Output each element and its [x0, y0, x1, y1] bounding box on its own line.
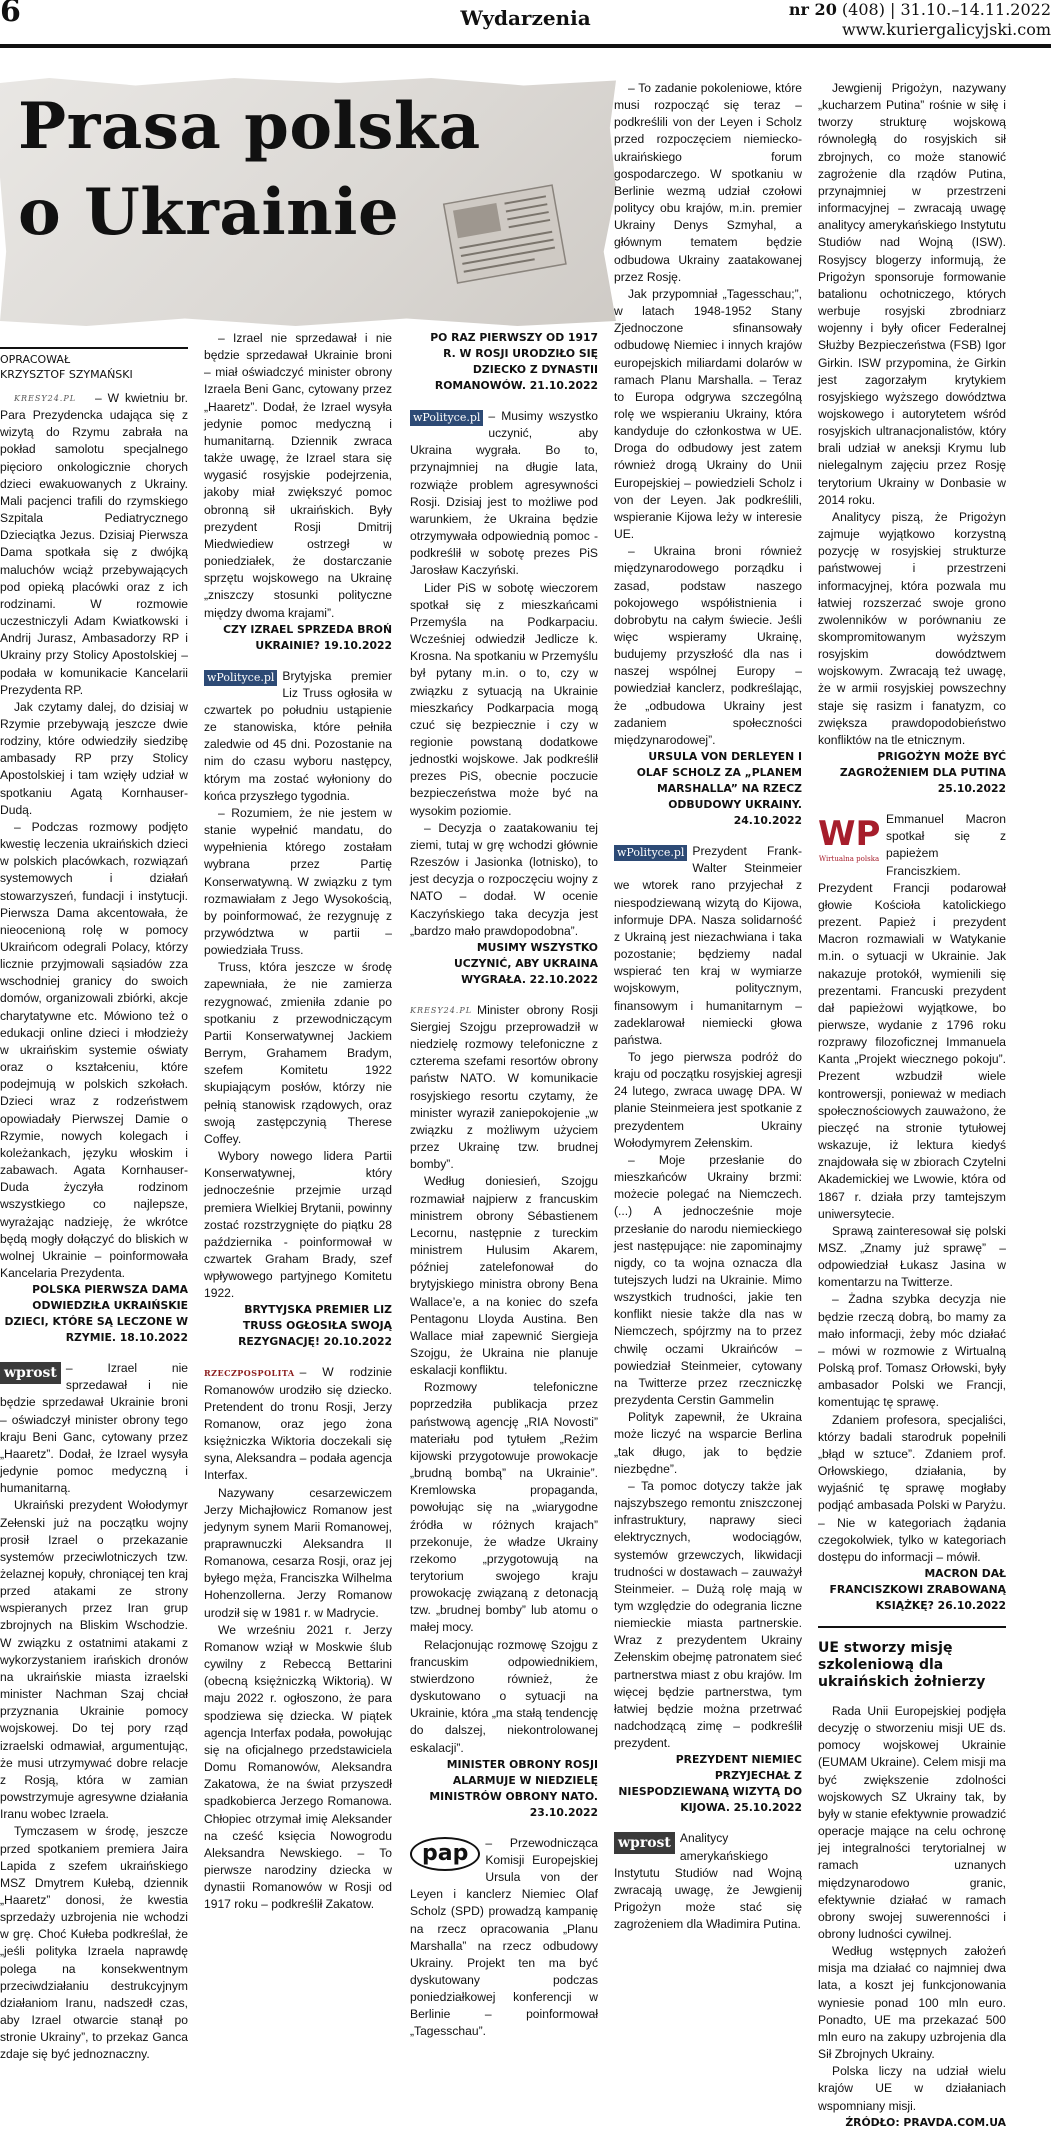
- article-paragraph: – Izrael nie sprzedawał i nie będzie sprzedawał Ukrainie broni – miał oświadczyć minister obrony Izraela Beni Ganc, cytowany przez „Haaretz”. Dodał, że Izrael wysyła jedynie pomoc medyczną i humanitarną. Dziennik zwraca także uwagę, że Izrael stara się wygasić rosyjskie podejrzenia, jakoby miał zwiększyć pomoc obronną sił ukraińskich. Były prezydent Rosji Dmitrij Miedwiediew ostrzegł w poniedziałek, że dostarczanie sprzętu wojskowego na Ukrainę „zniszczy stosunki polityczne między dwoma krajami”.: [204, 331, 392, 620]
- article-paragraph: Jak czytamy dalej, do dzisiaj w Rzymie przebywają jeszcze dwie rodziny, które odwiedziły siedzibę ambasady RP przy Stolicy Apostolskiej i tam wzięły udział w spotkaniu Agatą Kornhauser-Dudą.: [0, 699, 188, 817]
- article-paragraph: – To zadanie pokoleniowe, które musi rozpocząć się teraz – podkreślili von der Leyen i Scholz przed rozpoczęciem niemiecko-ukraińskiego forum gospodarczego. W spotkaniu w Berlinie wezmą udział czołowi politycy obu krajów, m.in. premier Ukrainy Denys Szmyhal, a głównym tematem będzie odbudowa Ukrainy zaatakowanej przez Rosję.: [614, 81, 802, 284]
- article-headline: PO RAZ PIERWSZY OD 1917 R. W ROSJI URODZIŁO SIĘ DZIECKO Z DYNASTII ROMANOWÓW. 21.10.2022: [430, 331, 598, 392]
- wp-logo: [818, 813, 880, 867]
- kresy-logo: KRESY24.PL: [14, 394, 77, 403]
- column-3: [410, 330, 598, 2041]
- section-name: Wydarzenia: [460, 6, 591, 30]
- article-paragraph: – Żadna szybka decyzja nie będzie rzeczą dobrą, bo mamy za mało informacji, żeby móc działać – mówi w rozmowie z Wirtualną Polską prof. Tomasz Orłowski, były ambasador Polski we Francji, komentując tę sprawę.: [818, 1292, 1006, 1410]
- article-paragraph: We wrześniu 2021 r. Jerzy Romanow wziął w Moskwie ślub cywilny z Rebeccą Bettarini (obecną księżniczką Wiktorią). W maju 2022 r. ogłoszono, że para spodziewa się dziecka. W piątek agencja Interfax podała, powołując się na oficjalnego przedstawiciela Domu Romanowów, Aleksandra Zakatowa, że na świat przyszedł spadkobierca Jerzego Romanowa. Chłopiec otrzymał imię Aleksander na cześć księcia Nowogrodu Aleksandra Newskiego. – To pierwsze narodziny dziecka w dynastii Romanowów w Rosji od 1917 roku – podkreślił Zakatow.: [204, 1622, 392, 1912]
- article-paragraph: Analitycy piszą, że Prigożyn zajmuje wyjątkowo korzystną pozycję w rosyjskiej strukturze państwowej i przestrzeni informacyjnej, która pozwala mu łatwiej rozszerzać swoje grono zwolenników w porównaniu ze skompromitowanym wyższym rosyjskim dowództwem wojskowym. Zwracają też uwagę, że w armii rosyjskiej powszechny staje się rasizm i fanatyzm, co zwiększa prawdopodobieństwo konfliktów na tle etnicznym.: [818, 509, 1006, 747]
- article-paragraph: Rada Unii Europejskiej podjęła decyzję o stworzeniu misji UE ds. pomocy wojskowej Ukrainie (EUMAM Ukraine). Celem misji ma być zwiększenie zdolności wojskowych SZ Ukrainy tak, by były w stanie efektywnie prowadzić operacje mające na celu ochronę jej integralności terytorialnej w ramach uznanych międzynarodowo granic, efektywnie działać w ramach obrony swojej suwerenności i obrony ludności cywilnej.: [818, 1703, 1006, 1941]
- article-headline: PRIGOŻYN MOŻE BYĆ ZAGROŻENIEM DLA PUTINA 25.10.2022: [839, 750, 1006, 796]
- article-paragraph: Polska liczy na udział wielu krajów UE w działaniach wspomniany misji.: [818, 2064, 1006, 2113]
- wp-logo-caption: Wirtualna polska: [818, 855, 880, 864]
- header-rule: [0, 44, 1051, 48]
- article-paragraph: Lider PiS w sobotę wieczorem spotkał się z mieszkańcami Przemyśla na Podkarpaciu. Wcześniej odwiedził Jedlicze k. Krosna. Na spotkaniu w Przemyślu był pytany m.in. o to, czy w związku z sytuacją na Ukrainie mieszkańcy Podkarpacia mogą czuć się bezpiecznie i czy w regionie powstaną dodatkowe jednostki wojskowe. Jak podkreślił prezes PiS, obecnie poczucie bezpieczeństwa może być na wysokim poziomie.: [410, 580, 598, 818]
- column-2: [204, 330, 392, 1913]
- article-source: ŹRÓDŁO: PRAVDA.COM.UA: [845, 2115, 1006, 2129]
- article-paragraph: Truss, która jeszcze w środę zapewniała, że nie zamierza rezygnować, zmieniła zdanie po spotkaniu z przewodniczącym Partii Konserwatywnej Jackiem Berrym, Grahamem Bradym, szefem Komitetu 1922 skupiającym posłów, którzy nie pełnią stanowisk rządowych, oraz swoją zastępczynią Therese Coffey.: [204, 960, 392, 1146]
- article-paragraph: Relacjonując rozmowę Szojgu z francuskim odpowiednikiem, stwierdzono również, że dyskutowano o sytuacji na Ukrainie, która „ma stałą tendencję do dalszej, niekontrolowanej eskalacji”.: [410, 1637, 598, 1755]
- article-title: UE stworzy misję szkoleniową dla ukraińskich żołnierzy: [818, 1626, 1006, 1691]
- wpolityce-logo: wPolityce.pl: [614, 845, 687, 861]
- article-paragraph: WP Wirtualna polska Emmanuel Macron spotkał się z papieżem Franciszkiem. Prezydent Francji podarował głowie Kościoła katolickiego prezent. Papież i prezydent Macron rozmawiali w Watykanie m.in. o sytuacji w Ukrainie. Jak nakazuje protokół, wymienili się prezentami. Francuski prezydent dał papieżowi wyjątkowe, bo pierwsze, wydanie z 1796 roku rozprawy filozoficznej Immanuela Kanta „Projekt wiecznego pokoju”. Prezent wzbudził wiele kontrowersji, ponieważ w mediach społecznościowych zauważono, że pieczęć na stronie tytułowej wskazuje, iż lektura kiedyś znajdowała się w zbiorach Czytelni Akademickiej we Lwowie, która od 1867 r. działa przy tamtejszym uniwersytecie.: [818, 812, 1006, 1221]
- article-headline: MACRON DAŁ FRANCISZKOWI ZRABOWANĄ KSIĄŻKĘ? 26.10.2022: [829, 1566, 1006, 1612]
- issue-number: nr 20: [788, 0, 837, 19]
- article-paragraph: Jak przypomniał „Tagesschau;”, w latach 1948-1952 Stany Zjednoczone sfinansowały odbudowę Niemiec i innych krajów europejskich miliardami dolarów w ramach Planu Marshalla. – Teraz to Europa odgrywa szczególną rolę we wspieraniu Ukrainy, która kandyduje do członkostwa w UE. Droga do odbudowy jest zatem również drogą Ukrainy do Unii Europejskiej – powiedzieli Scholz i von der Leyen. Jak podkreślili, wspieranie Kijowa leży w interesie UE.: [614, 286, 802, 542]
- article-headline: URSULA VON DERLEYEN I OLAF SCHOLZ ZA „PLANEM MARSHALLA” NA RZECZ ODBUDOWY UKRAINY. 24.10.2022: [636, 750, 802, 828]
- article-paragraph: Tymczasem w środę, jeszcze przed spotkaniem premiera Jaira Lapida z szefem ukraińskiego MSZ Dmytrem Kułebą, dziennik „Haaretz” donosi, że kwestia sprzedaży uzbrojenia nie wchodzi w grę. Choć Kułeba podkreślał, że „jeśli polityka Izraela naprawdę polega na konsekwentnym przeciwdziałaniu destrukcyjnym działaniom Iranu, nadszedł czas, aby Izrael otwarcie stanął po stronie Ukrainy”, to przekaz Ganca zdaje się być jednoznaczny.: [0, 1824, 188, 2062]
- article-paragraph: Wybory nowego lidera Partii Konserwatywnej, który jednocześnie przejmie urząd premiera Wielkiej Brytanii, powinny zostać rozstrzygnięte do piątku 28 października - poinformował w czwartek Graham Brady, szef wpływowego partyjnego Komitetu 1922.: [204, 1149, 392, 1301]
- wpolityce-logo: wPolityce.pl: [410, 410, 483, 426]
- article-paragraph: wPolityce.pl – Musimy wszystko uczynić, aby Ukraina wygrała. Bo to, przynajmniej na długie lata, rozwiąże problem agresywności Rosji. Dzisiaj jest to możliwe pod warunkiem, że Ukraina będzie otrzymywała odpowiednią pomoc - podkreślił w sobotę prezes PiS Jarosław Kaczyński.: [410, 409, 598, 578]
- article-paragraph: Nazywany cesarzewiczem Jerzy Michajłowicz Romanow jest jedynym synem Marii Romanowej, praprawnuczki Aleksandra II Romanowa, cesarza Rosji, oraz jej byłego męża, Franciszka Wilhelma Hohenzollerna. Jerzy Romanow urodził się w 1981 r. w Madrycie.: [204, 1485, 392, 1620]
- article-paragraph: KRESY24.PL Minister obrony Rosji Siergiej Szojgu przeprowadził w niedzielę rozmowy telefoniczne z czterema szefami resortów obrony państw NATO. W komunikacie rosyjskiego resortu czytamy, że minister wyraził zaniepokojenie „w związku z możliwym użyciem przez Ukrainę tzw. brudnej bomby”.: [410, 1002, 598, 1172]
- wpolityce-logo: wPolityce.pl: [204, 670, 277, 686]
- byline: OPRACOWAŁ KRZYSZTOF SZYMAŃSKI: [0, 347, 188, 382]
- column-1: [0, 347, 188, 2064]
- article-paragraph: Sprawą zainteresował się polski MSZ. „Znamy już sprawę” – odpowiedział Łukasz Jasina w komentarzu na Twitterze.: [818, 1223, 1006, 1290]
- wprost-logo: wprost: [0, 1362, 61, 1384]
- column-5: [818, 80, 1006, 2131]
- article-paragraph: wPolityce.pl Brytyjska premier Liz Truss ogłosiła w czwartek po południu ustąpienie ze stanowiska, które pełniła zaledwie od 45 dni. Pozostanie na nim do czasu wyboru następcy, którym ma zostać wyłoniony do końca przyszłego tygodnia.: [204, 668, 392, 803]
- page-header: [0, 0, 1051, 48]
- wprost-logo: wprost: [614, 1832, 675, 1854]
- article-paragraph: wprost Analitycy amerykańskiego Instytutu Studiów nad Wojną zwracają uwagę, że Jewgienij Prigożyn może stać się zagrożeniem dla Władimira Putina.: [614, 1831, 802, 1932]
- article-paragraph: Według doniesień, Szojgu rozmawiał najpierw z francuskim ministrem obrony Sébastienem Lecornu, następnie z tureckim ministrem Hulusim Akarem, później zatelefonował do brytyjskiego ministra obrony Bena Wallace’e, a na koniec do szefa Pentagonu Lloyda Austina. Ben Wallace miał zapewnić Siergieja Szojgu, że Ukraina nie planuje eskalacji konfliktu.: [410, 1174, 598, 1378]
- article-paragraph: – Decyzja o zaatakowaniu tej ziemi, tutaj w grę wchodzi głównie Rzeszów i Jasionka (lotnisko), to jest decyzja o rozpoczęciu wojny z NATO – dodał. W ocenie Kaczyńskiego taka decyzja jest „bardzo mało prawdopodobna”.: [410, 820, 598, 938]
- issue-dates: (408) | 31.10.–14.11.2022: [836, 0, 1051, 19]
- article-paragraph: wprost – Izrael nie sprzedawał i nie będzie sprzedawał Ukrainie broni – oświadczył minister obrony tego kraju Beni Ganc, cytowany przez „Haaretz”. Dodał, że Izrael wysyła jedynie pomoc medyczną i humanitarną.: [0, 1361, 188, 1496]
- newspaper-icon: [440, 180, 570, 290]
- article-paragraph: To jego pierwsza podróż do kraju od początku rosyjskiej agresji 24 lutego, zwraca uwagę DPA. W planie Steinmeiera jest spotkanie z prezydentem Ukrainy Wołodymyrem Zełenskim.: [614, 1049, 802, 1150]
- wp-logo-mark: WP: [818, 814, 881, 855]
- article-paragraph: – Moje przesłanie do mieszkańców Ukrainy brzmi: możecie polegać na Niemczech. (...) A jednocześnie moje przesłanie do narodu niemieckiego jest następujące: nie zapominajmy nigdy, co ta wojna oznacza dla tutejszych ludzi na Ukrainie. Mimo wszystkich trudności, jakie ten konflikt niesie także dla nas w Niemczech, spójrzmy na to przez chwilę oczami Ukraińców – powiedział Steinmeier, cytowany na Twitterze przez rzeczniczkę prezydenta Cerstin Gammelin: [614, 1152, 802, 1408]
- article-paragraph: Zdaniem profesora, specjaliści, którzy badali starodruk popełnili „błąd w sztuce”. Zdaniem prof. Orłowskiego, działania, by wyjaśnić tę sprawę mogłaby podjąć ambasada Polski w Paryżu. – Nie w kategoriach żądania czegokolwiek, tylko w kategoriach dostępu do informacji – mówił.: [818, 1412, 1006, 1564]
- article-paragraph: Rozmowy telefoniczne poprzedziła publikacja przez państwową agencję „RIA Novosti” materiału pod tytułem „Reżim kijowski przygotowuje prowokacje „brudną bombą” na Ukrainie”. Kremlowska propaganda, powołując się na „wiarygodne źródła w różnych krajach” przekonuje, że władze Ukrainy rzekomo „przygotowują na terytorium swojego kraju prowokację związaną z detonacją tzw. „brudnej bomby” lub atomu o małej mocy.: [410, 1380, 598, 1635]
- article-paragraph: Jewgienij Prigożyn, nazywany „kucharzem Putina” rośnie w siłę i tworzy strukturę wojskową równoległą do rosyjskich sił zbrojnych, co może stanowić zagrożenie dla rządów Putina, przynajmniej w przestrzeni informacyjnej – zwracają uwagę analitycy amerykańskiego Instytutu Studiów nad Wojną (ISW). Rosyjscy blogerzy informują, że Prigożyn sponsoruje formowanie batalionu ochotniczego, których werbuje rosyjski zbrodniarz wojenny i były oficer Federalnej Służby Bezpieczeństwa (FSB) Igor Girkin. ISW przypomina, że Girkin jest zagorzałym krytykiem rosyjskiego wyższego dowództwa wojskowego i autorytetem wśród rosyjskich ultranacjonalistów, który brali udział w aneksji Krymu lub nielegalnym zajęciu przez Rosję terytorium Ukrainy w Donbasie w 2014 roku.: [818, 81, 1006, 507]
- article-headline: PREZYDENT NIEMIEC PRZYJECHAŁ Z NIESPODZIEWANĄ WIZYTĄ DO KIJOWA. 25.10.2022: [618, 1753, 802, 1815]
- website-link[interactable]: www.kuriergalicyjski.com: [841, 20, 1051, 39]
- article-paragraph: wPolityce.pl Prezydent Frank-Walter Steinmeier we wtorek rano przyjechał z niespodziewaną wizytą do Kijowa, informuje DPA. Nasza solidarność z Ukrainą jest niezachwiana i taka pozostanie; będziemy nadal wspierać ten kraj w wymiarze wojskowym, politycznym, finansowym i humanitarnym – zadeklarował niemiecki głowa państwa.: [614, 844, 802, 1047]
- article-paragraph: Polityk zapewnił, że Ukraina może liczyć na wsparcie Berlina „tak długo, jak to będzie niezbędne”.: [614, 1410, 802, 1476]
- article-headline: CZY IZRAEL SPRZEDA BROŃ UKRAINIE? 19.10.2022: [223, 622, 392, 652]
- article-paragraph: – Podczas rozmowy podjęto kwestię leczenia ukraińskich dzieci w polskich placówkach, rozwiązań systemowych i działań stowarzyszeń, fundacji i instytucji. Pierwsza Dama akcentowała, że nieocenioną rolę w pomocy Ukraińcom odegrali Polacy, którzy licznie przyjmowali sąsiadów zza wschodniej granicy do swoich domów, organizowali zbiórki, akcje charytatywne etc. Mówiono też o edukacji online dzieci i młodzieży w ukraińskim systemie oświaty oraz o kształceniu, które podejmują w polskich szkołach. Dzieci wraz z rodzeństwem opowiadały Pierwszej Damie o Rzymie, nowych kolegach i koleżankach, języku włoskim i zabawach. Agata Kornhauser-Duda życzyła rodzinom wszystkiego co najlepsze, wyrażając nadzieję, że wkrótce będą mogły dołączyć do bliskich w wolnej Ukrainie – poinformowała Kancelaria Prezydenta.: [0, 819, 188, 1280]
- article-paragraph: Według wstępnych założeń misja ma działać co najmniej dwa lata, a koszt jej funkcjonowania wyniesie ponad 100 mln euro. Ponadto, UE ma przekazać 500 mln euro na zakupy uzbrojenia dla Sił Zbrojnych Ukrainy.: [818, 1944, 1006, 2062]
- article-paragraph: – Ta pomoc dotyczy także jak najszybszego remontu zniszczonej infrastruktury, naprawy sieci elektrycznych, wodociągów, systemów grzewczych, likwidacji trudności w dostawach – zauważył Steinmeier. – Dużą rolę mają w tym względzie do odegrania liczne niemieckie miasta partnerskie. Wraz z prezydentem Ukrainy Zełenskim obejmę patronatem sieć partnerstwa miast z obu krajów. Im więcej będzie partnerstwa, tym łatwiej będzie można przetrwać nadchodzącą zimę – podkreślił prezydent.: [614, 1478, 802, 1751]
- column-4: [614, 80, 802, 1933]
- kresy-logo: KRESY24.PL: [410, 1005, 473, 1015]
- article-paragraph: – Ukraina broni również międzynarodowego porządku i zasad, podstaw naszego pokojowego współistnienia i dobrobytu na całym świecie. Jeśli więc wspieramy Ukrainę, budujemy przyszłość dla nas i naszej wspólnej Europy – powiedział kanclerz, podkreślając, że „odbudowa Ukrainy jest zadaniem społeczności międzynarodowej”.: [614, 544, 802, 747]
- article-paragraph: Ukraiński prezydent Wołodymyr Zełenski już na początku wojny prosił Izrael o przekazanie systemów przeciwlotniczych tzw. żelaznej kopuły, chroniącej ten kraj przed atakami ze strony wspieranych przez Iran grup zbrojnych na Bliskim Wschodzie. W związku z ostatnimi atakami z wykorzystaniem irańskich dronów na ukraińskie miasta izraelski minister Nachman Szaj chciał przyznania Ukrainie pomocy wojskowej. Do tej pory rząd izraelski odmawiał, argumentując, że musi utrzymywać dobre relacje z Rosją, która w zamian powstrzymuje agresywne działania Iranu wobec Izraela.: [0, 1498, 188, 1822]
- page-number: 6: [0, 0, 21, 29]
- article-headline: BRYTYJSKA PREMIER LIZ TRUSS OGŁOSIŁA SWOJĄ REZYGNACJĘ! 20.10.2022: [238, 1303, 392, 1349]
- article-headline: MINISTER OBRONY ROSJI ALARMUJE W NIEDZIELĘ MINISTRÓW OBRONY NATO. 23.10.2022: [429, 1757, 598, 1819]
- page-title: Prasa polska o Ukrainie: [18, 89, 481, 250]
- article-paragraph: pap – Przewodnicząca Komisji Europejskiej Ursula von der Leyen i kanclerz Niemiec Olaf Scholz (SPD) prowadzą kampanię na rzecz opracowania „Planu Marshalla” na rzecz odbudowy Ukrainy. Projekt ten ma być dyskutowany podczas poniedziałkowej konferencji w Berlinie – poinformował „Tagesschau”.: [410, 1835, 598, 2039]
- article-paragraph: RZECZPOSPOLITA – W rodzinie Romanowów urodziło się dziecko. Pretendent do tronu Rosji, Jerzy Romanow, oraz jego żona księżniczka Wiktoria doczekali się syna, Aleksandra – podała agencja Interfax.: [204, 1365, 392, 1483]
- article-paragraph: – Rozumiem, że nie jestem w stanie wypełnić mandatu, do wypełnienia którego zostałam wybrana przez Partię Konserwatywną. W związku z tym rozmawiałam z Jego Wysokością, by poinformować, że rezygnuję z przywództwa w partii – powiedziała Truss.: [204, 805, 392, 958]
- issue-info: [789, 0, 1051, 40]
- article-headline: POLSKA PIERWSZA DAMA ODWIEDZIŁA UKRAIŃSKIE DZIECI, KTÓRE SĄ LECZONE W RZYMIE. 18.10.2022: [4, 1283, 188, 1345]
- pap-logo: pap: [410, 1837, 480, 1871]
- article-headline: MUSIMY WSZYSTKO UCZYNIĆ, ABY UKRAINA WYGRAŁA. 22.10.2022: [454, 940, 598, 986]
- rzeczpospolita-logo: RZECZPOSPOLITA: [204, 1368, 295, 1379]
- article-paragraph: KRESY24.PL – W kwietniu br. Para Prezydencka udająca się z wizytą do Rzymu zabrała na pokład samolotu specjalnego pięcioro onkologicznie chorych dzieci ewakuowanych z Ukrainy. Mali pacjenci trafili do rzymskiego Szpitala Pediatrycznego Dzieciątka Jezus. Dzisiaj Pierwsza Dama spotkała się z dwójką maluchów wciąż przebywających pod opieką placówki oraz z ich rodzinami. W rozmowie uczestniczyli Adam Kwiatkowski i Andrij Jurasz, Ambasadorzy RP i Ukrainy przy Stolicy Apostolskiej – podała w komunikacie Kancelarii Prezydenta RP.: [0, 391, 188, 697]
